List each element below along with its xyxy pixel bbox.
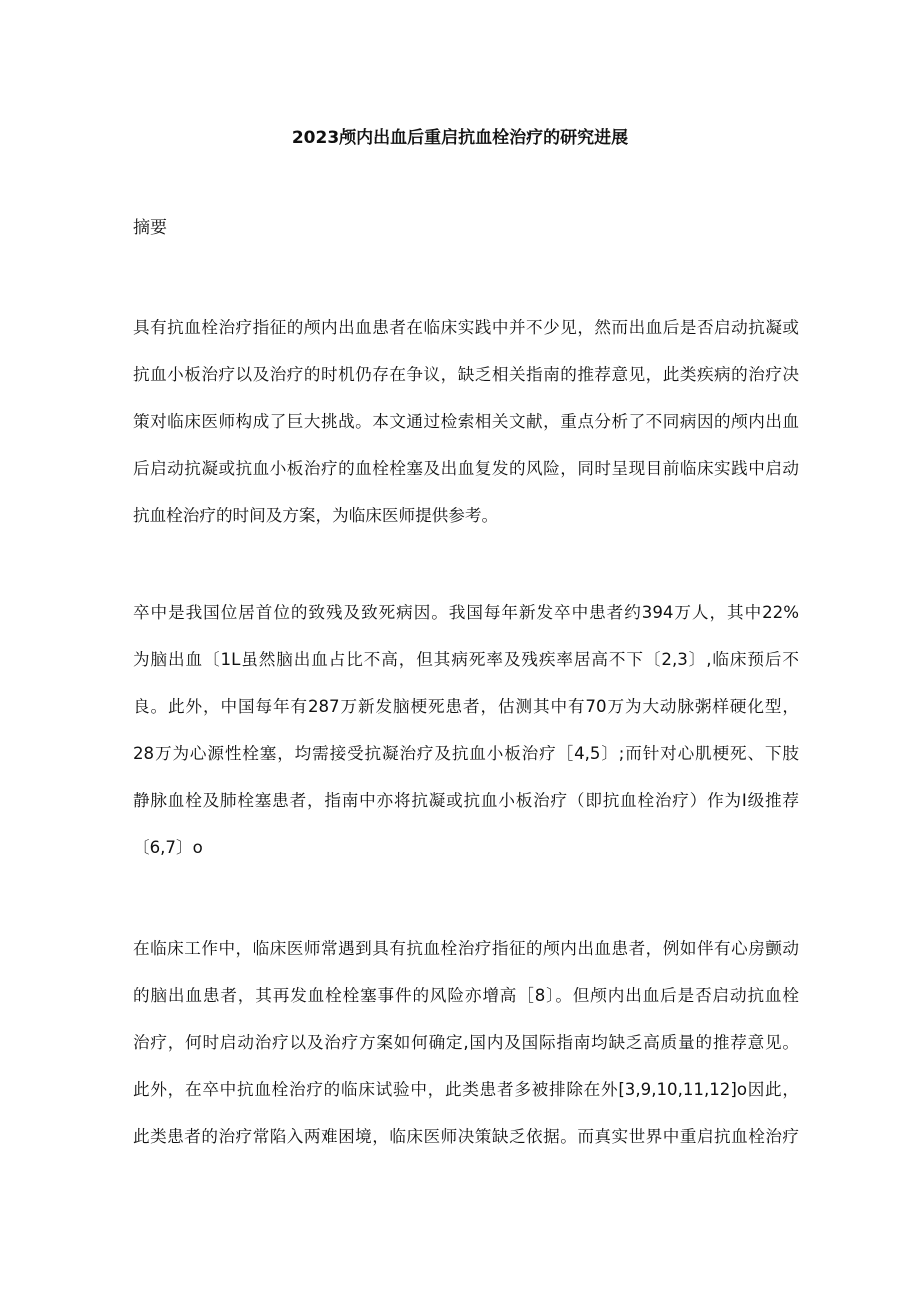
paragraph-line: 此类患者的治疗常陷入两难困境，临床医师决策缺乏依据。而真实世界中重启抗血栓治疗	[133, 1127, 799, 1146]
paragraph-line: 抗血小板治疗以及治疗的时机仍存在争议，缺乏相关指南的推荐意见，此类疾病的治疗决	[133, 365, 799, 384]
paragraph-line: 28万为心源性栓塞，均需接受抗凝治疗及抗血小板治疗［4,5〕;而针对心肌梗死、下肢	[133, 744, 799, 763]
paragraph-line: 具有抗血栓治疗指征的颅内出血患者在临床实践中并不少见，然而出血后是否启动抗凝或	[133, 318, 799, 337]
paragraph-clinical-dilemma	[133, 925, 803, 1160]
document-title: 2023颅内出血后重启抗血栓治疗的研究进展	[291, 128, 629, 148]
paragraph-line: 抗血栓治疗的时间及方案，为临床医师提供参考。	[133, 506, 499, 525]
paragraph-line: 的脑出血患者，其再发血栓栓塞事件的风险亦增高［8〕。但颅内出血后是否启动抗血栓	[133, 986, 799, 1005]
paragraph-line: 此外，在卒中抗血栓治疗的临床试验中，此类患者多被排除在外[3,9,10,11,12]o因此，	[133, 1080, 799, 1099]
paragraph-abstract	[133, 304, 803, 539]
paragraph-line: 治疗，何时启动治疗以及治疗方案如何确定,国内及国际指南均缺乏高质量的推荐意见。	[133, 1033, 799, 1052]
paragraph-line: 为脑出血〔1L虽然脑出血占比不高，但其病死率及残疾率居高不下〔2,3〕,临床预后不	[133, 650, 799, 669]
paragraph-line: 策对临床医师构成了巨大挑战。本文通过检索相关文献，重点分析了不同病因的颅内出血	[133, 412, 799, 431]
paragraph-epidemiology	[133, 589, 803, 871]
paragraph-line: 静脉血栓及肺栓塞患者，指南中亦将抗凝或抗血小板治疗（即抗血栓治疗）作为I级推荐	[133, 791, 799, 810]
paragraph-line: 卒中是我国位居首位的致残及致死病因。我国每年新发卒中患者约394万人，其中22%	[133, 603, 799, 622]
paragraph-line: 后启动抗凝或抗血小板治疗的血栓栓塞及出血复发的风险，同时呈现目前临床实践中启动	[133, 459, 799, 478]
paragraph-line: 良。此外，中国每年有287万新发脑梗死患者，估测其中有70万为大动脉粥样硬化型，	[133, 697, 799, 716]
paragraph-line: 〔6,7〕o	[133, 838, 203, 857]
abstract-heading: 摘要	[133, 218, 167, 238]
paragraph-line: 在临床工作中，临床医师常遇到具有抗血栓治疗指征的颅内出血患者，例如伴有心房颤动	[133, 939, 799, 958]
